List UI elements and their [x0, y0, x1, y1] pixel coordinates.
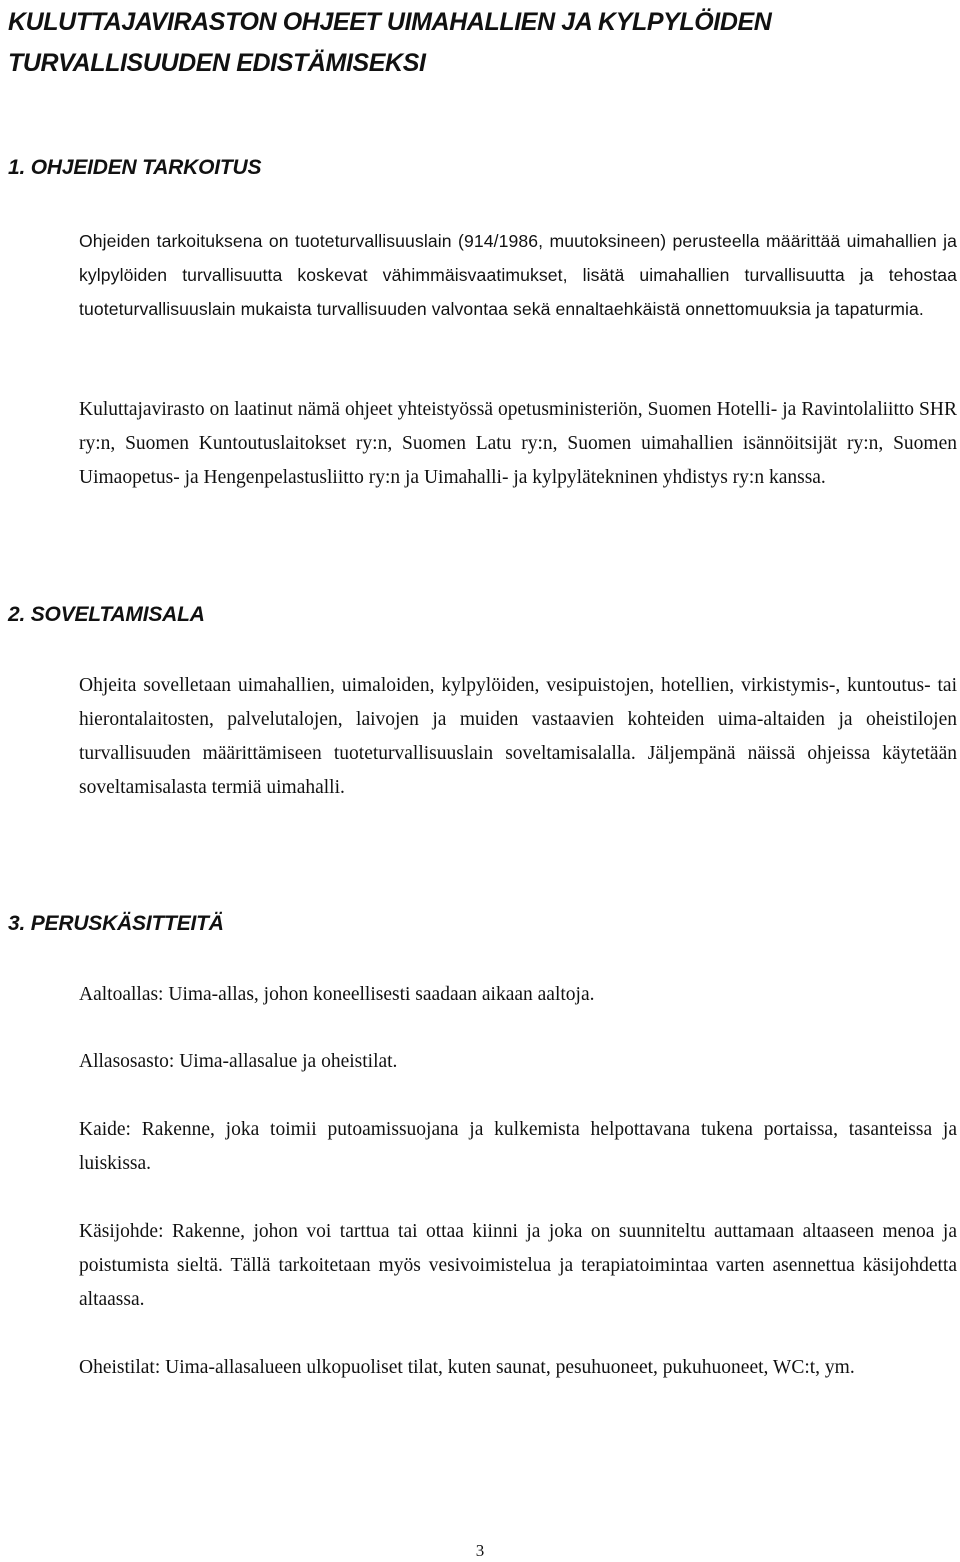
- definition-text: Rakenne, johon voi tarttua tai ottaa kiinni ja joka on suunniteltu auttamaan altaaseen menoa ja poistumista sieltä. Tällä tarkoitetaan myös vesivoimistelua ja terapiatoimintaa varten asennettua käsijohdetta altaassa.: [79, 1221, 957, 1310]
- definition-kasijohde: [79, 1215, 957, 1317]
- definition-term: Allasosasto:: [79, 1051, 175, 1072]
- cooperation-paragraph: Kuluttajavirasto on laatinut nämä ohjeet yhteistyössä opetusministeriön, Suomen Hotelli- ja Ravintolaliitto SHR ry:n, Suomen Kuntoutuslaitokset ry:n, Suomen Latu ry:n, Suomen uimahallien isännöitsijät ry:n, Suomen Uimaopetus- ja Hengenpelastusliitto ry:n ja Uimahalli- ja kylpylätekninen yhdistys ry:n kanssa.: [79, 399, 957, 488]
- definition-term: Oheistilat:: [79, 1357, 161, 1378]
- definition-text: Uima-allasalueen ulkopuoliset tilat, kuten saunat, pesuhuoneet, pukuhuoneet, WC:t, ym.: [160, 1357, 855, 1378]
- definition-kaide: [79, 1113, 957, 1181]
- definition-term: Kaide:: [79, 1119, 131, 1140]
- purpose-paragraph: Ohjeiden tarkoituksena on tuoteturvallisuuslain (914/1986, muutoksineen) perusteella määrittää uimahallien ja kylpylöiden turvallisuutta koskevat vähimmäisvaatimukset, lisätä uimahallien turvallisuutta ja tehostaa tuoteturvallisuuslain mukaista turvallisuuden valvontaa sekä ennaltaehkäistä onnettomuuksia ja tapaturmia.: [79, 231, 957, 319]
- definition-text: Uima-allasalue ja oheistilat.: [174, 1051, 398, 1072]
- definition-text: Rakenne, joka toimii putoamissuojana ja kulkemista helpottavana tukena portaissa, tasanteissa ja luiskissa.: [79, 1119, 957, 1174]
- definition-term: Käsijohde:: [79, 1221, 164, 1242]
- definition-oheistilat: [79, 1351, 957, 1385]
- section-heading-purpose: 1. OHJEIDEN TARKOITUS: [8, 156, 262, 179]
- definition-text: Uima-allas, johon koneellisesti saadaan aikaan aaltoja.: [163, 984, 595, 1005]
- definition-term: Aaltoallas:: [79, 984, 164, 1005]
- definition-aaltoallas: [79, 978, 957, 1012]
- definition-allasosasto: [79, 1045, 957, 1079]
- document-title: KULUTTAJAVIRASTON OHJEET UIMAHALLIEN JA KYLPYLÖIDEN TURVALLISUUDEN EDISTÄMISEKSI: [8, 8, 772, 77]
- section-heading-concepts: 3. PERUSKÄSITTEITÄ: [8, 912, 224, 935]
- section-heading-scope: 2. SOVELTAMISALA: [8, 603, 205, 626]
- scope-paragraph: Ohjeita sovelletaan uimahallien, uimaloiden, kylpylöiden, vesipuistojen, hotellien, virkistymis-, kuntoutus- tai hierontalaitosten, palvelutalojen, laivojen ja muiden vastaavien kohteiden uima-altaiden ja oheistilojen turvallisuuden määrittämiseen tuoteturvallisuuslain soveltamisalalla. Jäljempänä näissä ohjeissa käytetään soveltamisalasta termiä uimahalli.: [79, 675, 957, 798]
- page-number: 3: [475, 1541, 485, 1560]
